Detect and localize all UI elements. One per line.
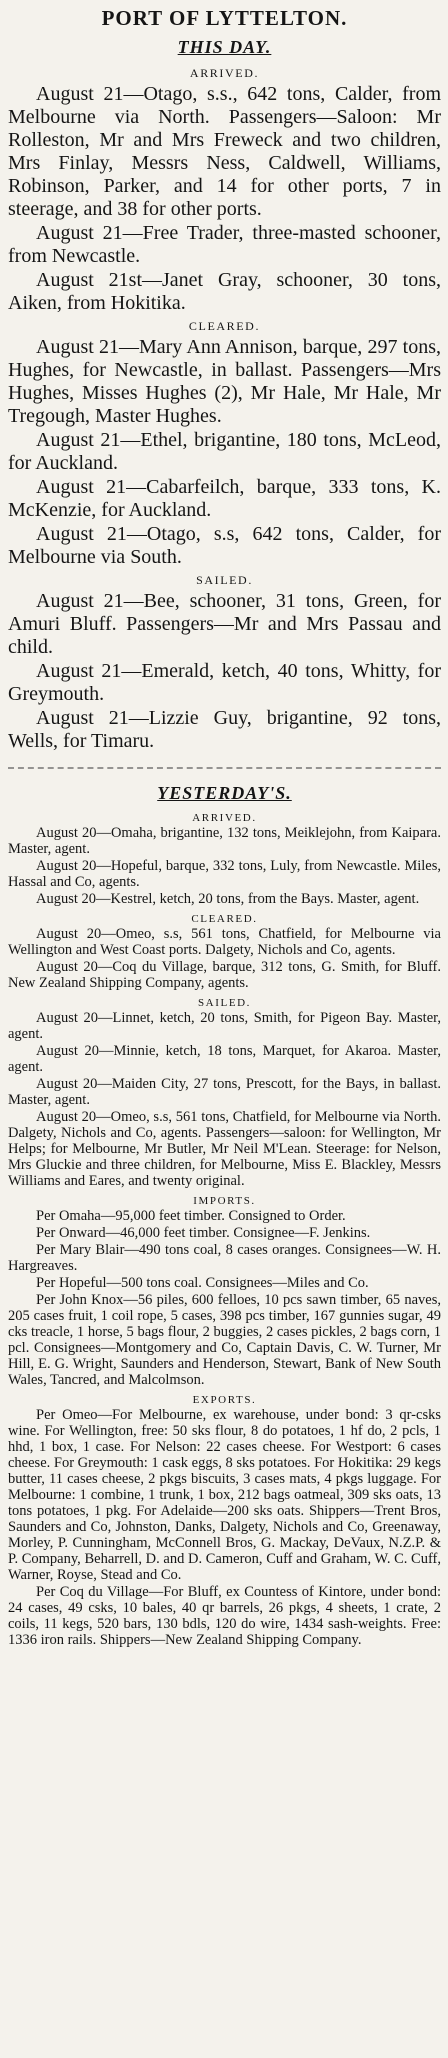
shipping-entry: August 20—Omaha, brigantine, 132 tons, Meiklejohn, from Kaipara. Master, agent. <box>8 825 441 857</box>
shipping-entry: August 20—Linnet, ketch, 20 tons, Smith, for Pigeon Bay. Master, agent. <box>8 1010 441 1042</box>
shipping-entry: August 20—Omeo, s.s, 561 tons, Chatfield, for Melbourne via North. Dalgety, Nichols and Co, agents. Passengers—saloon: for Wellington, Mr Helps; for Melbourne, Mr Butler, Mr Neil M'Lean. Steerage: for Nelson, Mrs Gluckie and three children, for Melbourne, Miss E. Blackley, Messrs Williams and Eares, and twenty original. <box>8 1109 441 1189</box>
masthead: PORT OF LYTTELTON. <box>101 6 348 30</box>
subhead-arrived: ARRIVED. <box>189 66 260 80</box>
shipping-entry: August 21—Mary Ann Annison, barque, 297 tons, Hughes, for Newcastle, in ballast. Passengers—Mrs Hughes, Misses Hughes (2), Mr Hale, Mr Hale, Mr Tregough, Master Hughes. <box>8 336 441 427</box>
import-entry: Per John Knox—56 piles, 600 felloes, 10 pcs sawn timber, 65 naves, 205 cases fruit, 1 coil rope, 5 cases, 398 pcs timber, 167 gunnies sugar, 49 cks treacle, 1 horse, 5 bags flour, 2 buggies, 2 cases pickles, 2 bags corn, 1 pcl. Consignees—Montgomery and Co, Captain Davis, C. W. Turner, Mr Hill, E. G. Wright, Saunders and Henderson, Stewart, Bank of New South Wales, Tancred, and Malcolmson. <box>8 1292 441 1388</box>
shipping-entry: August 21—Emerald, ketch, 40 tons, Whitty, for Greymouth. <box>8 660 441 705</box>
section-divider <box>8 767 441 769</box>
subhead-cleared: CLEARED. <box>191 913 258 925</box>
shipping-entry: August 21—Otago, s.s, 642 tons, Calder, for Melbourne via South. <box>8 523 441 568</box>
shipping-entry: August 20—Coq du Village, barque, 312 tons, G. Smith, for Bluff. New Zealand Shipping Company, agents. <box>8 959 441 991</box>
section-title-this-day: THIS DAY. <box>177 37 272 57</box>
subhead-arrived: ARRIVED. <box>192 812 257 824</box>
shipping-entry: August 20—Maiden City, 27 tons, Prescott, for the Bays, in ballast. Master, agent. <box>8 1076 441 1108</box>
shipping-entry: August 20—Minnie, ketch, 18 tons, Marquet, for Akaroa. Master, agent. <box>8 1043 441 1075</box>
shipping-entry: August 20—Hopeful, barque, 332 tons, Luly, from Newcastle. Miles, Hassal and Co, agents. <box>8 858 441 890</box>
section-this-day <box>8 37 441 753</box>
subhead-sailed: SAILED. <box>196 573 253 587</box>
import-entry: Per Omaha—95,000 feet timber. Consigned to Order. <box>36 1208 346 1224</box>
shipping-entry: August 21st—Janet Gray, schooner, 30 tons, Aiken, from Hokitika. <box>8 269 441 314</box>
subhead-imports: IMPORTS. <box>193 1195 256 1207</box>
subhead-sailed: SAILED. <box>197 997 252 1009</box>
shipping-entry: August 21—Cabarfeilch, barque, 333 tons, K. McKenzie, for Auckland. <box>8 476 441 521</box>
import-entry: Per Onward—46,000 feet timber. Consignee—F. Jenkins. <box>36 1225 371 1241</box>
section-yesterdays <box>8 783 441 1648</box>
shipping-entry: August 21—Lizzie Guy, brigantine, 92 tons, Wells, for Timaru. <box>8 707 441 752</box>
shipping-entry: August 21—Bee, schooner, 31 tons, Green, for Amuri Bluff. Passengers—Mr and Mrs Passau and child. <box>8 590 441 658</box>
subhead-cleared: CLEARED. <box>188 319 261 333</box>
section-title-yesterdays: YESTERDAY'S. <box>157 783 292 803</box>
shipping-entry: August 21—Ethel, brigantine, 180 tons, McLeod, for Auckland. <box>8 429 441 474</box>
shipping-entry: August 20—Omeo, s.s, 561 tons, Chatfield, for Melbourne via Wellington and West Coast ports. Dalgety, Nichols and Co, agents. <box>8 926 441 958</box>
shipping-entry: August 21—Otago, s.s., 642 tons, Calder, from Melbourne via North. Passengers—Saloon: Mr Rolleston, Mr and Mrs Freweck and two children, Mrs Finlay, Messrs Ness, Caldwell, Williams, Robinson, Parker, and 14 for other ports, 7 in steerage, and 38 for other ports. <box>8 83 441 220</box>
export-entry: Per Omeo—For Melbourne, ex warehouse, under bond: 3 qr-csks wine. For Wellington, free: 50 sks flour, 8 do potatoes, 1 hf do, 2 pcls, 1 hhd, 1 box, 1 case. For Nelson: 22 cases cheese. For Westport: 6 cases cheese. For Greymouth: 1 cask eggs, 8 sks potatoes. For Hokitika: 29 kegs butter, 11 cases cheese, 2 pkgs biscuits, 3 cases mats, 4 pkgs luggage. For Melbourne: 1 combine, 1 trunk, 1 box, 212 bags oatmeal, 309 sks oats, 13 tons potatoes, 1 pkg. For Adelaide—200 sks oats. Shippers—Trent Bros, Saunders and Co, Johnston, Danks, Dalgety, Nichols and Co, Greenaway, Morley, P. Cunningham, McConnell Bros, G. Mackay, DeVaux, N.Z.P. & P. Company, Beharrell, D. and D. Cameron, Cuff and Graham, W. C. Cuff, Warner, Royse, Stead and Co. <box>8 1407 441 1583</box>
shipping-entry: August 20—Kestrel, ketch, 20 tons, from the Bays. Master, agent. <box>36 891 420 907</box>
import-entry: Per Mary Blair—490 tons coal, 8 cases oranges. Consignees—W. H. Hargreaves. <box>8 1242 441 1274</box>
shipping-entry: August 21—Free Trader, three-masted schooner, from Newcastle. <box>8 222 441 267</box>
export-entry: Per Coq du Village—For Bluff, ex Countess of Kintore, under bond: 24 cases, 49 csks, 10 bales, 40 qr barrels, 26 pkgs, 4 sheets, 1 crate, 2 coils, 11 kegs, 520 bars, 130 bdls, 120 do wire, 1434 sash-weights. Free: 1336 iron rails. Shippers—New Zealand Shipping Company. <box>8 1584 441 1648</box>
import-entry: Per Hopeful—500 tons coal. Consignees—Miles and Co. <box>36 1275 369 1291</box>
subhead-exports: EXPORTS. <box>192 1394 257 1406</box>
